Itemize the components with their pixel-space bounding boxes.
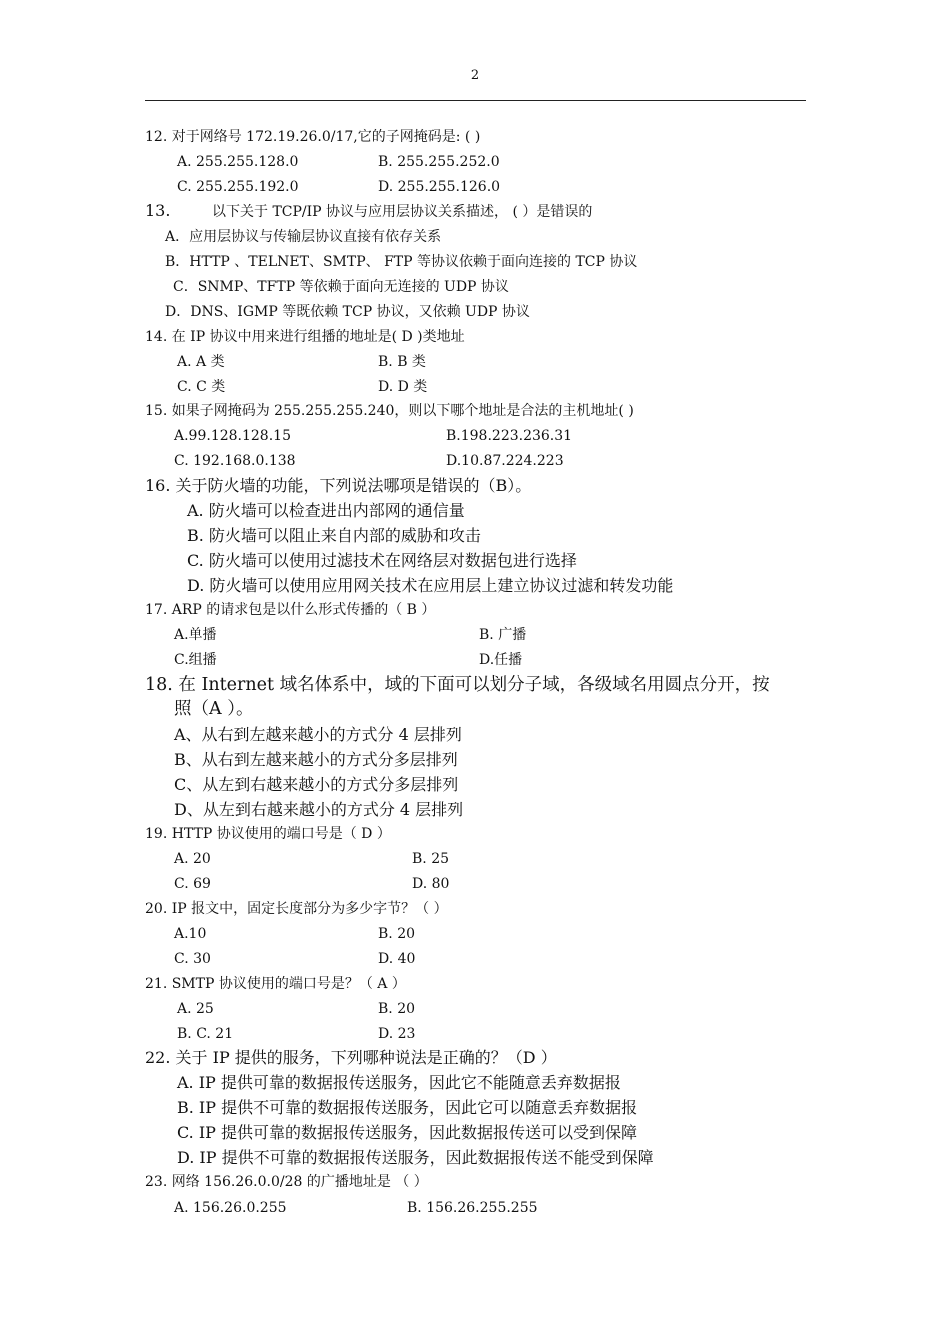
question-12-option-d: D. 255.255.126.0 xyxy=(378,179,501,195)
question-20-option-d: D. 40 xyxy=(378,951,416,967)
question-14-option-a: A. A 类 xyxy=(177,354,225,370)
question-17-option-c: C.组播 xyxy=(174,652,217,668)
question-21-option-a: A. 25 xyxy=(177,1001,214,1017)
question-15-option-c: C. 192.168.0.138 xyxy=(174,453,296,469)
question-15-option-b: B.198.223.236.31 xyxy=(446,428,573,444)
question-21-option-c: B. C. 21 xyxy=(177,1026,234,1042)
question-23-option-b: B. 156.26.255.255 xyxy=(407,1200,538,1216)
question-19-option-a: A. 20 xyxy=(174,851,211,867)
question-16-stem: 16. 关于防火墙的功能，下列说法哪项是错误的（B）。 xyxy=(145,476,532,495)
question-18-stem-line1: 18. 在 Internet 域名体系中，域的下面可以划分子域，各级域名用圆点分开，按 xyxy=(145,675,770,695)
question-16-option-b: B. 防火墙可以阻止来自内部的威胁和攻击 xyxy=(187,526,481,545)
question-22-option-a: A. IP 提供可靠的数据报传送服务，因此它不能随意丢弃数据报 xyxy=(177,1073,621,1092)
question-12-option-a: A. 255.255.128.0 xyxy=(177,154,299,170)
question-19-option-b: B. 25 xyxy=(412,851,450,867)
question-19-option-d: D. 80 xyxy=(412,876,450,892)
question-17-stem: 17. ARP 的请求包是以什么形式传播的（ B ） xyxy=(145,602,436,618)
question-18-option-b: B、从右到左越来越小的方式分多层排列 xyxy=(174,750,458,769)
question-22-option-d: D. IP 提供不可靠的数据报传送服务，因此数据报传送不能受到保障 xyxy=(177,1148,654,1167)
question-13-option-b: B．HTTP 、TELNET、SMTP、 FTP 等协议依赖于面向连接的 TCP 协议 xyxy=(165,254,638,270)
question-22-stem: 22. 关于 IP 提供的服务，下列哪种说法是正确的？（D ） xyxy=(145,1048,557,1067)
question-12-option-b: B. 255.255.252.0 xyxy=(378,154,500,170)
question-12-option-c: C. 255.255.192.0 xyxy=(177,179,299,195)
question-14-option-b: B. B 类 xyxy=(378,354,426,370)
question-13-option-c: C．SNMP、TFTP 等依赖于面向无连接的 UDP 协议 xyxy=(173,279,509,295)
question-14-option-c: C. C 类 xyxy=(177,379,226,395)
question-15-stem: 15. 如果子网掩码为 255.255.255.240，则以下哪个地址是合法的主机地址( ) xyxy=(145,403,634,419)
question-20-stem: 20. IP 报文中，固定长度部分为多少字节？（ ） xyxy=(145,901,448,917)
question-14-option-d: D. D 类 xyxy=(378,379,428,395)
question-17-option-b: B. 广播 xyxy=(479,627,527,643)
question-18-stem-line2: 照（A ）。 xyxy=(174,699,254,719)
question-19-option-c: C. 69 xyxy=(174,876,211,892)
header-rule xyxy=(145,100,806,101)
question-22-option-b: B. IP 提供不可靠的数据报传送服务，因此它可以随意丢弃数据报 xyxy=(177,1098,638,1117)
question-17-option-a: A.单播 xyxy=(174,627,217,643)
question-19-stem: 19. HTTP 协议使用的端口号是（ D ） xyxy=(145,826,391,842)
question-13-stem: 以下关于 TCP/IP 协议与应用层协议关系描述， ( ）是错误的 xyxy=(212,204,593,220)
question-23-option-a: A. 156.26.0.255 xyxy=(174,1200,287,1216)
question-13-option-d: D．DNS、IGMP 等既依赖 TCP 协议，又依赖 UDP 协议 xyxy=(165,304,530,320)
question-15-option-a: A.99.128.128.15 xyxy=(174,428,291,444)
question-18-option-d: D、从左到右越来越小的方式分 4 层排列 xyxy=(174,800,464,819)
question-20-option-c: C. 30 xyxy=(174,951,211,967)
question-20-option-a: A.10 xyxy=(174,926,207,942)
question-15-option-d: D.10.87.224.223 xyxy=(446,453,564,469)
question-18-option-c: C、从左到右越来越小的方式分多层排列 xyxy=(174,775,459,794)
question-12-stem: 12. 对于网络号 172.19.26.0/17,它的子网掩码是: ( ) xyxy=(145,129,481,145)
question-13-number: 13. xyxy=(145,201,171,220)
question-16-option-d: D. 防火墙可以使用应用网关技术在应用层上建立协议过滤和转发功能 xyxy=(187,576,674,595)
question-16-option-a: A. 防火墙可以检查进出内部网的通信量 xyxy=(187,501,465,520)
question-14-stem: 14. 在 IP 协议中用来进行组播的地址是( D )类地址 xyxy=(145,329,465,345)
question-20-option-b: B. 20 xyxy=(378,926,416,942)
question-21-option-b: B. 20 xyxy=(378,1001,416,1017)
question-17-option-d: D.任播 xyxy=(479,652,523,668)
question-13-option-a: A．应用层协议与传输层协议直接有依存关系 xyxy=(165,229,442,245)
question-16-option-c: C. 防火墙可以使用过滤技术在网络层对数据包进行选择 xyxy=(187,551,577,570)
question-22-option-c: C. IP 提供可靠的数据报传送服务，因此数据报传送可以受到保障 xyxy=(177,1123,638,1142)
question-21-stem: 21. SMTP 协议使用的端口号是？（ A ） xyxy=(145,976,406,992)
question-21-option-d: D. 23 xyxy=(378,1026,416,1042)
question-23-stem: 23. 网络 156.26.0.0/28 的广播地址是 （ ） xyxy=(145,1174,428,1190)
page-number: 2 xyxy=(470,68,480,83)
question-18-option-a: A、从右到左越来越小的方式分 4 层排列 xyxy=(174,725,462,744)
